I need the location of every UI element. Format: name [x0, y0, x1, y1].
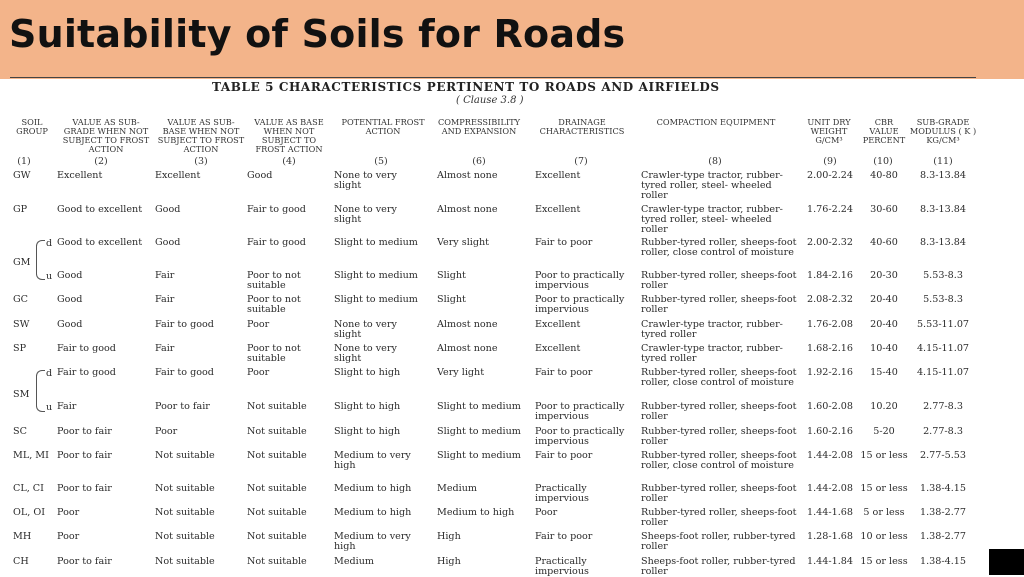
cell-frost-action: Slight to medium — [334, 270, 418, 281]
cell-subgrade: Good — [57, 270, 83, 281]
cell-modulus: 8.3-13.84 — [920, 237, 966, 248]
cell-frost-action: Medium — [334, 556, 374, 567]
cell-subbase: Not suitable — [155, 483, 215, 494]
cell-subbase: Poor — [155, 426, 178, 437]
cell-subgrade: Poor to fair — [57, 556, 112, 567]
cell-compressibility: Almost none — [437, 170, 498, 181]
cell-soil-group: MH — [13, 531, 32, 542]
column-number: (5) — [374, 156, 388, 167]
cell-subbase: Not suitable — [155, 507, 215, 518]
cell-cbr: 10-40 — [870, 343, 898, 354]
cell-frost-action: None to very slight — [334, 319, 397, 340]
cell-frost-action: Medium to high — [334, 507, 412, 518]
cell-compaction: Sheeps-foot roller, rubber-tyred roller — [641, 531, 796, 552]
cell-unit-dry-weight: 1.76-2.08 — [807, 319, 853, 330]
cell-soil-group: ML, MI — [13, 450, 49, 461]
cell-drainage: Excellent — [535, 204, 581, 215]
cell-modulus: 5.53-8.3 — [923, 294, 963, 305]
cell-subgroup: u — [46, 271, 53, 282]
cell-base: Fair to good — [247, 204, 306, 215]
cell-subbase: Fair — [155, 270, 175, 281]
cell-compaction: Sheeps-foot roller, rubber-tyred roller — [641, 556, 796, 577]
cell-compressibility: Almost none — [437, 319, 498, 330]
cell-compaction: Rubber-tyred roller, sheeps-foot roller — [641, 483, 797, 504]
cell-frost-action: Medium to very high — [334, 531, 411, 552]
header-compaction-equipment: COMPACTION EQUIPMENT — [656, 117, 776, 127]
cell-unit-dry-weight: 1.92-2.16 — [807, 367, 853, 378]
header-subgrade-modulus: SUB-GRADE MODULUS ( K ) KG/CM³ — [909, 117, 977, 145]
column-number: (8) — [708, 156, 722, 167]
cell-cbr: 40-80 — [870, 170, 898, 181]
cell-drainage: Fair to poor — [535, 237, 593, 248]
cell-base: Not suitable — [247, 507, 307, 518]
cell-cbr: 15 or less — [860, 483, 908, 494]
cell-subbase: Good — [155, 237, 181, 248]
cell-compaction: Rubber-tyred roller, sheeps-foot roller, close control of moisture — [641, 237, 797, 258]
cell-compaction: Rubber-tyred roller, sheeps-foot roller — [641, 507, 797, 528]
cell-compressibility: Very slight — [437, 237, 490, 248]
cell-soil-group: OL, OI — [13, 507, 45, 518]
cell-compressibility: Slight to medium — [437, 401, 521, 412]
cell-drainage: Excellent — [535, 319, 581, 330]
cell-base: Not suitable — [247, 401, 307, 412]
corner-block — [989, 549, 1024, 575]
cell-modulus: 1.38-4.15 — [920, 483, 966, 494]
cell-cbr: 20-40 — [870, 294, 898, 305]
cell-base: Poor — [247, 367, 270, 378]
column-number: (1) — [17, 156, 31, 167]
cell-cbr: 5 or less — [863, 507, 905, 518]
cell-frost-action: None to very slight — [334, 170, 397, 191]
cell-drainage: Poor to practically impervious — [535, 270, 625, 291]
cell-subbase: Not suitable — [155, 531, 215, 542]
cell-frost-action: Medium to very high — [334, 450, 411, 471]
table-caption: TABLE 5 CHARACTERISTICS PERTINENT TO ROADS AND AIRFIELDS — [212, 80, 720, 94]
cell-drainage: Fair to poor — [535, 367, 593, 378]
cell-unit-dry-weight: 1.28-1.68 — [807, 531, 853, 542]
cell-unit-dry-weight: 1.76-2.24 — [807, 204, 853, 215]
cell-unit-dry-weight: 2.08-2.32 — [807, 294, 853, 305]
cell-modulus: 1.38-2.77 — [920, 531, 966, 542]
cell-compressibility: High — [437, 531, 461, 542]
cell-base: Poor — [247, 319, 270, 330]
cell-unit-dry-weight: 2.00-2.24 — [807, 170, 853, 181]
cell-unit-dry-weight: 1.60-2.16 — [807, 426, 853, 437]
cell-unit-dry-weight: 1.60-2.08 — [807, 401, 853, 412]
cell-compaction: Crawler-type tractor, rubber-tyred roller, steel- wheeled roller — [641, 170, 783, 201]
cell-drainage: Poor to practically impervious — [535, 401, 625, 422]
cell-soil-group: SP — [13, 343, 27, 354]
cell-base: Good — [247, 170, 273, 181]
cell-cbr: 5-20 — [873, 426, 895, 437]
slide-title: Suitability of Soils for Roads — [9, 12, 626, 56]
cell-compaction: Rubber-tyred roller, sheeps-foot roller, close control of moisture — [641, 367, 797, 388]
header-cbr-value: CBR VALUE PERCENT — [862, 117, 906, 145]
cell-cbr: 15-40 — [870, 367, 898, 378]
cell-compressibility: Slight — [437, 270, 466, 281]
cell-subbase: Good — [155, 204, 181, 215]
cell-base: Not suitable — [247, 483, 307, 494]
cell-compressibility: Medium to high — [437, 507, 515, 518]
cell-soil-group: CH — [13, 556, 29, 567]
cell-compaction: Crawler-type tractor, rubber-tyred roller — [641, 343, 783, 364]
cell-frost-action: None to very slight — [334, 204, 397, 225]
header-drainage: DRAINAGE CHARACTERISTICS — [539, 117, 625, 136]
cell-compressibility: Slight to medium — [437, 426, 521, 437]
cell-compressibility: Almost none — [437, 204, 498, 215]
cell-base: Poor to not suitable — [247, 343, 301, 364]
cell-unit-dry-weight: 1.44-2.08 — [807, 483, 853, 494]
cell-subgrade: Good — [57, 319, 83, 330]
cell-compaction: Crawler-type tractor, rubber-tyred roller — [641, 319, 783, 340]
cell-compaction: Rubber-tyred roller, sheeps-foot roller — [641, 426, 797, 447]
cell-soil-group: GW — [13, 170, 31, 181]
cell-subgrade: Excellent — [57, 170, 103, 181]
header-soil-group: SOIL GROUP — [16, 117, 48, 136]
cell-soil-group: SW — [13, 319, 30, 330]
column-number: (2) — [94, 156, 108, 167]
cell-compressibility: Slight — [437, 294, 466, 305]
cell-drainage: Fair to poor — [535, 450, 593, 461]
cell-drainage: Poor to practically impervious — [535, 426, 625, 447]
cell-drainage: Practically impervious — [535, 483, 589, 504]
cell-cbr: 20-40 — [870, 319, 898, 330]
cell-base: Poor to not suitable — [247, 294, 301, 315]
cell-subbase: Fair — [155, 343, 175, 354]
cell-modulus: 4.15-11.07 — [916, 343, 970, 354]
cell-compressibility: Medium — [437, 483, 477, 494]
cell-modulus: 2.77-8.3 — [923, 401, 963, 412]
cell-subbase: Fair — [155, 294, 175, 305]
cell-base: Fair to good — [247, 237, 306, 248]
table-top-rule — [10, 77, 976, 78]
cell-cbr: 10.20 — [870, 401, 898, 412]
cell-frost-action: Slight to high — [334, 367, 401, 378]
cell-subgroup: d — [46, 238, 53, 249]
cell-frost-action: Slight to medium — [334, 294, 418, 305]
cell-drainage: Practically impervious — [535, 556, 589, 577]
cell-cbr: 20-30 — [870, 270, 898, 281]
cell-drainage: Excellent — [535, 343, 581, 354]
cell-subgrade: Poor — [57, 507, 80, 518]
cell-modulus: 8.3-13.84 — [920, 170, 966, 181]
cell-drainage: Excellent — [535, 170, 581, 181]
cell-cbr: 40-60 — [870, 237, 898, 248]
table-clause: ( Clause 3.8 ) — [456, 95, 524, 106]
cell-compressibility: Slight to medium — [437, 450, 521, 461]
cell-drainage: Poor to practically impervious — [535, 294, 625, 315]
group-label-sm: SM — [13, 389, 30, 400]
cell-cbr: 15 or less — [860, 450, 908, 461]
column-number: (6) — [472, 156, 486, 167]
cell-frost-action: Medium to high — [334, 483, 412, 494]
cell-subgroup: d — [46, 368, 53, 379]
cell-subgrade: Good — [57, 294, 83, 305]
column-number: (10) — [873, 156, 893, 167]
cell-subgrade: Poor to fair — [57, 450, 112, 461]
cell-subbase: Fair to good — [155, 319, 214, 330]
header-subgrade-value: VALUE AS SUB-GRADE WHEN NOT SUBJECT TO FROST ACTION — [62, 117, 150, 154]
cell-soil-group: GP — [13, 204, 28, 215]
cell-unit-dry-weight: 1.84-2.16 — [807, 270, 853, 281]
cell-modulus: 1.38-2.77 — [920, 507, 966, 518]
cell-modulus: 8.3-13.84 — [920, 204, 966, 215]
header-compressibility: COMPRESSIBILITY AND EXPANSION — [437, 117, 521, 136]
cell-subbase: Fair to good — [155, 367, 214, 378]
cell-modulus: 2.77-5.53 — [920, 450, 966, 461]
cell-drainage: Poor — [535, 507, 558, 518]
group-brace — [36, 240, 45, 280]
cell-subbase: Excellent — [155, 170, 201, 181]
header-unit-dry-weight: UNIT DRY WEIGHT G/CM³ — [807, 117, 851, 145]
column-number: (3) — [194, 156, 208, 167]
cell-unit-dry-weight: 1.44-1.68 — [807, 507, 853, 518]
cell-modulus: 5.53-11.07 — [916, 319, 970, 330]
cell-subgrade: Fair to good — [57, 367, 116, 378]
cell-compaction: Rubber-tyred roller, sheeps-foot roller — [641, 270, 797, 291]
cell-cbr: 15 or less — [860, 556, 908, 567]
cell-frost-action: Slight to high — [334, 426, 401, 437]
cell-subgroup: u — [46, 402, 53, 413]
cell-compaction: Rubber-tyred roller, sheeps-foot roller, close control of moisture — [641, 450, 797, 471]
cell-subgrade: Good to excellent — [57, 204, 143, 215]
column-number: (9) — [823, 156, 837, 167]
cell-compressibility: High — [437, 556, 461, 567]
cell-subbase: Not suitable — [155, 450, 215, 461]
cell-subgrade: Poor — [57, 531, 80, 542]
group-label-gm: GM — [13, 257, 31, 268]
cell-compaction: Rubber-tyred roller, sheeps-foot roller — [641, 294, 797, 315]
cell-base: Not suitable — [247, 450, 307, 461]
cell-soil-group: GC — [13, 294, 29, 305]
cell-unit-dry-weight: 1.44-1.84 — [807, 556, 853, 567]
header-frost-action: POTENTIAL FROST ACTION — [341, 117, 425, 136]
cell-modulus: 4.15-11.07 — [916, 367, 970, 378]
header-subbase-value: VALUE AS SUB-BASE WHEN NOT SUBJECT TO FROST ACTION — [157, 117, 245, 154]
cell-compressibility: Almost none — [437, 343, 498, 354]
cell-soil-group: CL, CI — [13, 483, 44, 494]
group-brace — [36, 370, 45, 412]
cell-frost-action: Slight to high — [334, 401, 401, 412]
cell-subgrade: Poor to fair — [57, 426, 112, 437]
column-number: (4) — [282, 156, 296, 167]
cell-subgrade: Poor to fair — [57, 483, 112, 494]
cell-unit-dry-weight: 2.00-2.32 — [807, 237, 853, 248]
column-number: (11) — [933, 156, 953, 167]
cell-compressibility: Very light — [437, 367, 485, 378]
cell-unit-dry-weight: 1.44-2.08 — [807, 450, 853, 461]
cell-base: Not suitable — [247, 426, 307, 437]
cell-drainage: Fair to poor — [535, 531, 593, 542]
title-banner — [0, 0, 1024, 79]
cell-frost-action: Slight to medium — [334, 237, 418, 248]
cell-modulus: 2.77-8.3 — [923, 426, 963, 437]
cell-compaction: Rubber-tyred roller, sheeps-foot roller — [641, 401, 797, 422]
cell-cbr: 10 or less — [860, 531, 908, 542]
cell-modulus: 5.53-8.3 — [923, 270, 963, 281]
cell-subbase: Poor to fair — [155, 401, 210, 412]
cell-subgrade: Fair — [57, 401, 77, 412]
cell-subgrade: Good to excellent — [57, 237, 143, 248]
cell-cbr: 30-60 — [870, 204, 898, 215]
cell-base: Not suitable — [247, 556, 307, 567]
cell-unit-dry-weight: 1.68-2.16 — [807, 343, 853, 354]
cell-compaction: Crawler-type tractor, rubber-tyred roller, steel- wheeled roller — [641, 204, 783, 235]
column-number: (7) — [574, 156, 588, 167]
cell-modulus: 1.38-4.15 — [920, 556, 966, 567]
cell-soil-group: SC — [13, 426, 27, 437]
header-base-value: VALUE AS BASE WHEN NOT SUBJECT TO FROST ACTION — [254, 117, 324, 154]
cell-base: Poor to not suitable — [247, 270, 301, 291]
cell-subgrade: Fair to good — [57, 343, 116, 354]
cell-subbase: Not suitable — [155, 556, 215, 567]
cell-base: Not suitable — [247, 531, 307, 542]
cell-frost-action: None to very slight — [334, 343, 397, 364]
